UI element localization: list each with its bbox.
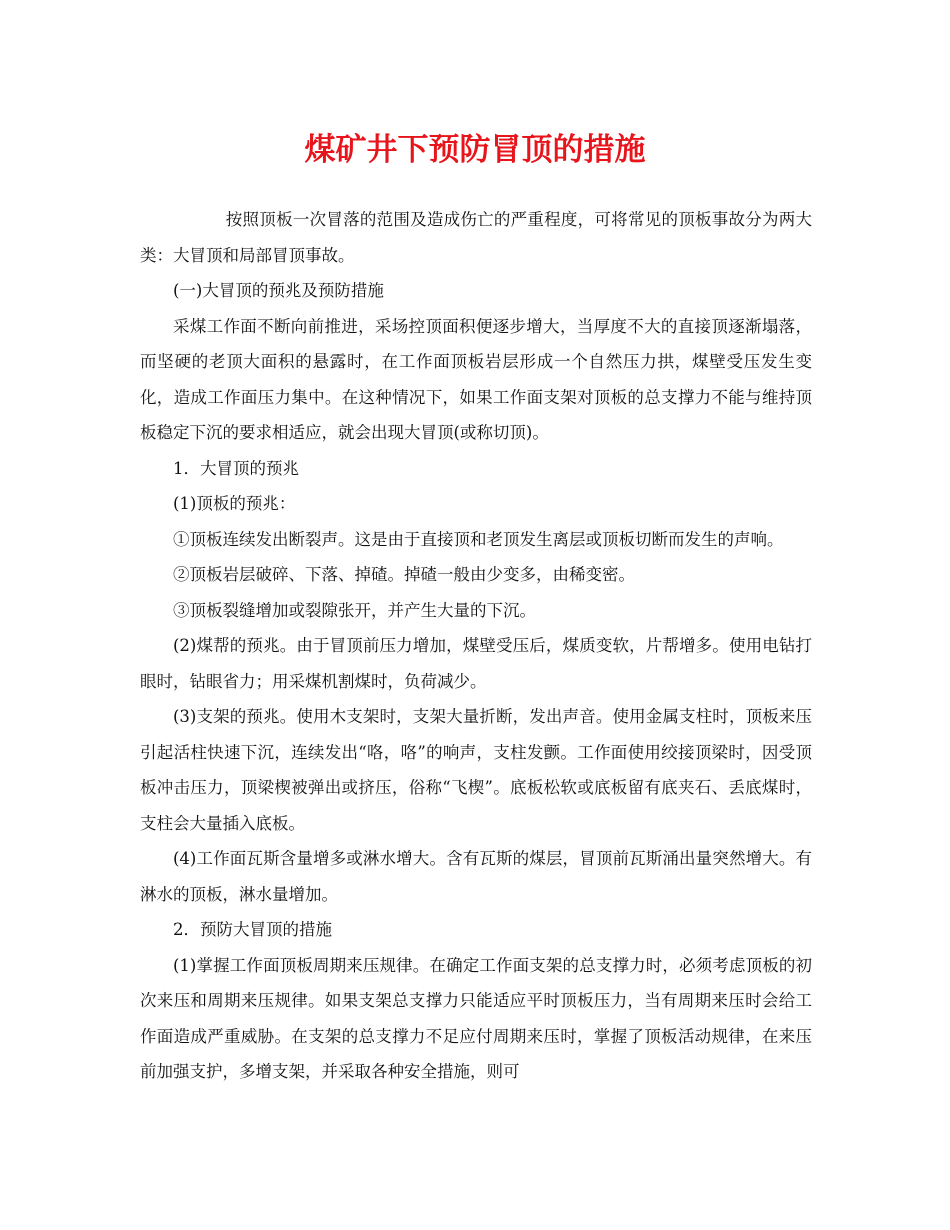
list-item: ①顶板连续发出断裂声。这是由于直接顶和老顶发生离层或顶板切断而发生的声响。 <box>173 529 784 549</box>
paragraph-intro: 按照顶板一次冒落的范围及造成伤亡的严重程度，可将常见的顶板事故分为两大类：大冒顶和局部冒顶事故。 <box>140 210 812 265</box>
list-item: ③顶板裂缝增加或裂隙张开，并产生大量的下沉。 <box>173 600 536 620</box>
list-heading-roof-signs: (1)顶板的预兆： <box>173 494 296 513</box>
document-body <box>140 202 812 1090</box>
paragraph: 采煤工作面不断向前推进，采场控顶面积便逐步增大，当厚度不大的直接顶逐渐塌落，而坚硬的老顶大面积的悬露时，在工作面顶板岩层形成一个自然压力拱，煤壁受压发生变化，造成工作面压力集中。在这种情况下，如果工作面支架对顶板的总支撑力不能与维持顶板稳定下沉的要求相适应，就会出现大冒顶(或称切顶)。 <box>140 316 812 442</box>
paragraph: (2)煤帮的预兆。由于冒顶前压力增加，煤壁受压后，煤质变软，片帮增多。使用电钻打眼时，钻眼省力；用采煤机割煤时，负荷减少。 <box>140 636 812 691</box>
list-item: ②顶板岩层破碎、下落、掉碴。掉碴一般由少变多，由稀变密。 <box>173 565 635 584</box>
paragraph: (4)工作面瓦斯含量增多或淋水增大。含有瓦斯的煤层，冒顶前瓦斯涌出量突然增大。有淋水的顶板，淋水量增加。 <box>140 849 812 904</box>
document-title: 煤矿井下预防冒顶的措施 <box>304 132 646 168</box>
subsection-heading-prevention: 2．预防大冒顶的措施 <box>173 920 332 939</box>
subsection-heading-warning-signs: 1．大冒顶的预兆 <box>173 458 299 478</box>
section-heading-major-roof-fall: (一)大冒顶的预兆及预防措施 <box>173 281 384 300</box>
paragraph: (3)支架的预兆。使用木支架时，支架大量折断，发出声音。使用金属支柱时，顶板来压引起活柱快速下沉，连续发出“咯，咯”的响声，支柱发颤。工作面使用绞接顶梁时，因受顶板冲击压力，顶梁楔被弹出或挤压，俗称“飞楔”。底板松软或底板留有底夹石、丢底煤时，支柱会大量插入底板。 <box>140 707 812 833</box>
paragraph: (1)掌握工作面顶板周期来压规律。在确定工作面支架的总支撑力时，必须考虑顶板的初次来压和周期来压规律。如果支架总支撑力只能适应平时顶板压力，当有周期来压时会给工作面造成严重威胁。在支架的总支撑力不足应付周期来压时，掌握了顶板活动规律，在来压前加强支护，多增支架，并采取各种安全措施，则可 <box>140 955 812 1081</box>
